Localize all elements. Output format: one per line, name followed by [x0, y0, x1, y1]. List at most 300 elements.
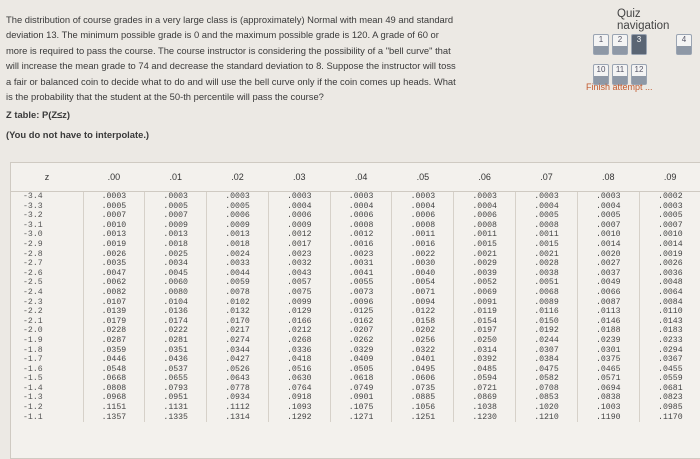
z-table-row: [11, 307, 700, 317]
probability-cell: .0005: [516, 211, 578, 221]
probability-cell: .0778: [207, 384, 269, 394]
probability-cell: .0183: [639, 326, 700, 336]
quiz-navigation: [584, 8, 696, 126]
probability-cell: .0222: [145, 326, 207, 336]
quiz-navigation-title: Quiz navigation: [617, 8, 670, 32]
probability-cell: .0548: [83, 365, 145, 375]
probability-cell: .0537: [145, 365, 207, 375]
probability-cell: .0274: [207, 336, 269, 346]
z-table-column-header: .00: [83, 163, 145, 192]
probability-cell: .0436: [145, 355, 207, 365]
quiz-nav-button-11[interactable]: 11: [612, 64, 628, 85]
probability-cell: .0019: [83, 240, 145, 250]
z-table-row: [11, 346, 700, 356]
probability-cell: .0066: [577, 288, 639, 298]
z-table-row: [11, 298, 700, 308]
z-value: -2.9: [23, 239, 43, 249]
probability-cell: .0004: [268, 202, 330, 212]
probability-cell: .0143: [639, 317, 700, 327]
z-value: -2.6: [23, 268, 43, 278]
probability-cell: .0367: [639, 355, 700, 365]
probability-cell: .0110: [639, 307, 700, 317]
z-table-row: [11, 288, 700, 298]
z-table-row: [11, 393, 700, 403]
probability-cell: .0038: [516, 269, 578, 279]
z-table-body: [11, 192, 700, 423]
probability-cell: .0006: [330, 211, 392, 221]
probability-cell: .0233: [639, 336, 700, 346]
probability-cell: .0655: [145, 374, 207, 384]
probability-cell: .0606: [392, 374, 454, 384]
z-value: -2.3: [23, 297, 43, 307]
probability-cell: .1314: [207, 413, 269, 423]
z-value: -1.7: [23, 355, 43, 365]
probability-cell: .0594: [454, 374, 516, 384]
z-table-column-header: .05: [392, 163, 454, 192]
probability-cell: .0020: [577, 250, 639, 260]
probability-cell: .0132: [207, 307, 269, 317]
z-table-column-header: .07: [516, 163, 578, 192]
probability-cell: .0008: [454, 221, 516, 231]
z-value: -1.4: [23, 383, 43, 393]
z-value: -3.1: [23, 220, 43, 230]
probability-cell: .0003: [83, 192, 145, 202]
probability-cell: .0146: [577, 317, 639, 327]
z-table-row: [11, 230, 700, 240]
probability-cell: .0033: [207, 259, 269, 269]
probability-cell: .0082: [83, 288, 145, 298]
probability-cell: .0014: [577, 240, 639, 250]
probability-cell: .0060: [145, 278, 207, 288]
probability-cell: .0384: [516, 355, 578, 365]
probability-cell: .0139: [83, 307, 145, 317]
probability-cell: .0043: [268, 269, 330, 279]
probability-cell: .0004: [577, 202, 639, 212]
probability-cell: .0630: [268, 374, 330, 384]
probability-cell: .1003: [577, 403, 639, 413]
probability-cell: .0021: [454, 250, 516, 260]
z-value: -1.5: [23, 374, 43, 384]
probability-cell: .0010: [83, 221, 145, 231]
probability-cell: .0006: [207, 211, 269, 221]
probability-cell: .0003: [577, 192, 639, 202]
probability-cell: .0329: [330, 346, 392, 356]
z-value: -1.1: [23, 412, 43, 422]
probability-cell: .0004: [392, 202, 454, 212]
probability-cell: .0019: [639, 250, 700, 260]
probability-cell: .0023: [268, 250, 330, 260]
probability-cell: .0188: [577, 326, 639, 336]
probability-cell: .0034: [145, 259, 207, 269]
probability-cell: .0075: [268, 288, 330, 298]
probability-cell: .0041: [330, 269, 392, 279]
probability-cell: .0040: [392, 269, 454, 279]
probability-cell: .0005: [577, 211, 639, 221]
probability-cell: .0025: [145, 250, 207, 260]
probability-cell: .0516: [268, 365, 330, 375]
probability-cell: .0029: [454, 259, 516, 269]
probability-cell: .1335: [145, 413, 207, 423]
z-table-column-header: .02: [207, 163, 269, 192]
probability-cell: .0013: [145, 230, 207, 240]
probability-cell: .0045: [145, 269, 207, 279]
probability-cell: .0017: [268, 240, 330, 250]
probability-cell: .0006: [392, 211, 454, 221]
probability-cell: .0021: [516, 250, 578, 260]
probability-cell: .0485: [454, 365, 516, 375]
z-value: -2.2: [23, 307, 43, 317]
probability-cell: .0207: [330, 326, 392, 336]
probability-cell: .1020: [516, 403, 578, 413]
probability-cell: .0102: [207, 298, 269, 308]
probability-cell: .1093: [268, 403, 330, 413]
probability-cell: .0094: [392, 298, 454, 308]
z-table-row: [11, 269, 700, 279]
probability-cell: .0838: [577, 393, 639, 403]
z-table-column-header: .04: [330, 163, 392, 192]
probability-cell: .0721: [454, 384, 516, 394]
probability-cell: .0985: [639, 403, 700, 413]
probability-cell: .0014: [639, 240, 700, 250]
probability-cell: .0002: [639, 192, 700, 202]
probability-cell: .0037: [577, 269, 639, 279]
probability-cell: .0010: [577, 230, 639, 240]
probability-cell: .0162: [330, 317, 392, 327]
probability-cell: .0084: [639, 298, 700, 308]
probability-cell: .0087: [577, 298, 639, 308]
probability-cell: .1190: [577, 413, 639, 423]
probability-cell: .0618: [330, 374, 392, 384]
probability-cell: .0281: [145, 336, 207, 346]
probability-cell: .0322: [392, 346, 454, 356]
probability-cell: .0262: [330, 336, 392, 346]
probability-cell: .0004: [516, 202, 578, 212]
probability-cell: .0113: [577, 307, 639, 317]
probability-cell: .0005: [639, 211, 700, 221]
probability-cell: .0003: [392, 192, 454, 202]
probability-cell: .1292: [268, 413, 330, 423]
probability-cell: .1210: [516, 413, 578, 423]
z-table-row: [11, 202, 700, 212]
z-table-header-row: [11, 163, 700, 192]
z-table-row: [11, 336, 700, 346]
probability-cell: .0136: [145, 307, 207, 317]
z-table-row: [11, 403, 700, 413]
probability-cell: .0051: [516, 278, 578, 288]
question-text: [6, 12, 574, 142]
probability-cell: .0003: [145, 192, 207, 202]
probability-cell: .0475: [516, 365, 578, 375]
probability-cell: .0455: [639, 365, 700, 375]
probability-cell: .0012: [268, 230, 330, 240]
probability-cell: .1131: [145, 403, 207, 413]
probability-cell: .0344: [207, 346, 269, 356]
probability-cell: .0047: [83, 269, 145, 279]
finish-attempt-link[interactable]: Finish attempt ...: [586, 82, 653, 92]
probability-cell: .0089: [516, 298, 578, 308]
probability-cell: .0008: [392, 221, 454, 231]
probability-cell: .0071: [392, 288, 454, 298]
probability-cell: .1075: [330, 403, 392, 413]
z-value: -1.3: [23, 393, 43, 403]
probability-cell: .0057: [268, 278, 330, 288]
probability-cell: .0003: [207, 192, 269, 202]
probability-cell: .0968: [83, 393, 145, 403]
probability-cell: .1056: [392, 403, 454, 413]
question-line: more is required to pass the course. The course instructor is considering the possibility of a "bell curve" that: [6, 44, 451, 56]
probability-cell: .0495: [392, 365, 454, 375]
probability-cell: .0054: [392, 278, 454, 288]
probability-cell: .0003: [639, 202, 700, 212]
quiz-nav-button-3[interactable]: 3: [631, 34, 647, 55]
probability-cell: .0125: [330, 307, 392, 317]
z-value: -1.6: [23, 364, 43, 374]
probability-cell: .0694: [577, 384, 639, 394]
probability-cell: .0643: [207, 374, 269, 384]
z-table-column-header: .06: [454, 163, 516, 192]
probability-cell: .1112: [207, 403, 269, 413]
question-line: a fair or balanced coin to decide what to do and will use the bell curve only if the coin comes up heads. What: [6, 75, 456, 87]
probability-cell: .0023: [330, 250, 392, 260]
probability-cell: .0301: [577, 346, 639, 356]
probability-cell: .0028: [516, 259, 578, 269]
question-line: deviation 13. The minimum possible grade is 0 and the maximum possible grade is 120. A grade of 60 or: [6, 29, 439, 41]
z-value: -3.2: [23, 211, 43, 221]
probability-cell: .0793: [145, 384, 207, 394]
probability-cell: .0179: [83, 317, 145, 327]
probability-cell: .0166: [268, 317, 330, 327]
probability-cell: .0022: [392, 250, 454, 260]
probability-cell: .0099: [268, 298, 330, 308]
z-value: -2.8: [23, 249, 43, 259]
probability-cell: .0032: [268, 259, 330, 269]
probability-cell: .0013: [207, 230, 269, 240]
probability-cell: .1357: [83, 413, 145, 423]
probability-cell: .0068: [516, 288, 578, 298]
probability-cell: .0869: [454, 393, 516, 403]
probability-cell: .0006: [454, 211, 516, 221]
z-value: -1.8: [23, 345, 43, 355]
z-table-column-header: .03: [268, 163, 330, 192]
probability-cell: .0055: [330, 278, 392, 288]
probability-cell: .0062: [83, 278, 145, 288]
probability-cell: .0559: [639, 374, 700, 384]
probability-cell: .0401: [392, 355, 454, 365]
quiz-nav-button-12[interactable]: 12: [631, 64, 647, 85]
probability-cell: .0035: [83, 259, 145, 269]
z-table-row: [11, 317, 700, 327]
probability-cell: .0212: [268, 326, 330, 336]
probability-cell: .0268: [268, 336, 330, 346]
probability-cell: .0015: [516, 240, 578, 250]
z-table-row: [11, 413, 700, 423]
z-value: -2.7: [23, 259, 43, 269]
probability-cell: .0096: [330, 298, 392, 308]
probability-cell: .0007: [639, 221, 700, 231]
probability-cell: .0150: [516, 317, 578, 327]
probability-cell: .0202: [392, 326, 454, 336]
quiz-nav-button-10[interactable]: 10: [593, 64, 609, 85]
probability-cell: .0823: [639, 393, 700, 403]
probability-cell: .0044: [207, 269, 269, 279]
probability-cell: .0009: [145, 221, 207, 231]
probability-cell: .0003: [454, 192, 516, 202]
probability-cell: .0885: [392, 393, 454, 403]
probability-cell: .0336: [268, 346, 330, 356]
probability-cell: .0294: [639, 346, 700, 356]
probability-cell: .0287: [83, 336, 145, 346]
probability-cell: .0039: [454, 269, 516, 279]
probability-cell: .0107: [83, 298, 145, 308]
probability-cell: .0239: [577, 336, 639, 346]
probability-cell: .0418: [268, 355, 330, 365]
z-table-row: [11, 240, 700, 250]
z-table-row: [11, 355, 700, 365]
probability-cell: .0080: [145, 288, 207, 298]
z-table-row: [11, 326, 700, 336]
probability-cell: .0012: [330, 230, 392, 240]
probability-cell: .0104: [145, 298, 207, 308]
quiz-nav-button-1[interactable]: 1: [593, 34, 609, 55]
z-table-column-header: .01: [145, 163, 207, 192]
question-line: The distribution of course grades in a very large class is (approximately) Normal with mean 49 and standard: [6, 14, 454, 25]
z-value: -3.3: [23, 201, 43, 211]
z-table-row: [11, 278, 700, 288]
quiz-nav-button-2[interactable]: 2: [612, 34, 628, 55]
probability-cell: .0003: [516, 192, 578, 202]
probability-cell: .0749: [330, 384, 392, 394]
z-value: -2.5: [23, 278, 43, 288]
probability-cell: .0030: [392, 259, 454, 269]
probability-cell: .0016: [392, 240, 454, 250]
probability-cell: .0708: [516, 384, 578, 394]
z-table-column-header: .09: [639, 163, 700, 192]
probability-cell: .1170: [639, 413, 700, 423]
probability-cell: .1271: [330, 413, 392, 423]
probability-cell: .0008: [516, 221, 578, 231]
z-table-row: [11, 250, 700, 260]
probability-cell: .0016: [330, 240, 392, 250]
quiz-nav-button-4[interactable]: 4: [676, 34, 692, 55]
probability-cell: .0228: [83, 326, 145, 336]
probability-cell: .0009: [207, 221, 269, 231]
probability-cell: .0122: [392, 307, 454, 317]
probability-cell: .0116: [516, 307, 578, 317]
probability-cell: .0069: [454, 288, 516, 298]
interpolation-note: (You do not have to interpolate.): [6, 128, 150, 140]
probability-cell: .0005: [83, 202, 145, 212]
probability-cell: .0392: [454, 355, 516, 365]
probability-cell: .0010: [639, 230, 700, 240]
probability-cell: .0119: [454, 307, 516, 317]
probability-cell: .0015: [454, 240, 516, 250]
question-line: will increase the mean grade to 74 and decrease the standard deviation to 8. Suppose the instructor will toss: [6, 60, 456, 72]
probability-cell: .0013: [83, 230, 145, 240]
probability-cell: .0668: [83, 374, 145, 384]
z-table-row: [11, 221, 700, 231]
probability-cell: .0003: [330, 192, 392, 202]
probability-cell: .0007: [577, 221, 639, 231]
question-line: is the probability that the student at the 50-th percentile will pass the course?: [6, 91, 324, 103]
probability-cell: .1038: [454, 403, 516, 413]
probability-cell: .0307: [516, 346, 578, 356]
z-value: -1.9: [23, 335, 43, 345]
probability-cell: .0091: [454, 298, 516, 308]
probability-cell: .0004: [454, 202, 516, 212]
probability-cell: .0314: [454, 346, 516, 356]
probability-cell: .0049: [577, 278, 639, 288]
probability-cell: .0250: [454, 336, 516, 346]
probability-cell: .0217: [207, 326, 269, 336]
probability-cell: .0244: [516, 336, 578, 346]
probability-cell: .0073: [330, 288, 392, 298]
probability-cell: .0170: [207, 317, 269, 327]
z-table-grid: [11, 163, 700, 422]
probability-cell: .0005: [207, 202, 269, 212]
probability-cell: .0008: [330, 221, 392, 231]
probability-cell: .0036: [639, 269, 700, 279]
probability-cell: .0031: [330, 259, 392, 269]
probability-cell: .0003: [268, 192, 330, 202]
z-table-row: [11, 259, 700, 269]
probability-cell: .0465: [577, 365, 639, 375]
z-value: -3.4: [23, 192, 43, 201]
z-column-header: z: [11, 163, 83, 192]
z-table-row: [11, 384, 700, 394]
probability-cell: .0735: [392, 384, 454, 394]
probability-cell: .0853: [516, 393, 578, 403]
probability-cell: .0059: [207, 278, 269, 288]
probability-cell: .0024: [207, 250, 269, 260]
probability-cell: .0011: [516, 230, 578, 240]
probability-cell: .0018: [207, 240, 269, 250]
z-value: -2.1: [23, 316, 43, 326]
probability-cell: .0446: [83, 355, 145, 365]
probability-cell: .0007: [145, 211, 207, 221]
probability-cell: .1251: [392, 413, 454, 423]
probability-cell: .1230: [454, 413, 516, 423]
z-value: -3.0: [23, 230, 43, 240]
probability-cell: .0007: [83, 211, 145, 221]
probability-cell: .0018: [145, 240, 207, 250]
probability-cell: .0174: [145, 317, 207, 327]
probability-cell: .0064: [639, 288, 700, 298]
z-table: [10, 162, 700, 459]
z-value: -2.0: [23, 326, 43, 336]
z-table-row: [11, 365, 700, 375]
probability-cell: .0078: [207, 288, 269, 298]
z-table-row: [11, 374, 700, 384]
probability-cell: .0256: [392, 336, 454, 346]
z-value: -1.2: [23, 403, 43, 413]
probability-cell: .0918: [268, 393, 330, 403]
probability-cell: .0505: [330, 365, 392, 375]
z-value: -2.4: [23, 287, 43, 297]
z-table-row: [11, 211, 700, 221]
probability-cell: .0526: [207, 365, 269, 375]
probability-cell: .0571: [577, 374, 639, 384]
probability-cell: .0006: [268, 211, 330, 221]
probability-cell: .0375: [577, 355, 639, 365]
probability-cell: .0409: [330, 355, 392, 365]
probability-cell: .0901: [330, 393, 392, 403]
z-table-column-header: .08: [577, 163, 639, 192]
z-table-row: [11, 192, 700, 202]
ztable-label: Z table: P(Z≤z): [6, 109, 70, 121]
probability-cell: .0158: [392, 317, 454, 327]
probability-cell: .0427: [207, 355, 269, 365]
probability-cell: .0197: [454, 326, 516, 336]
